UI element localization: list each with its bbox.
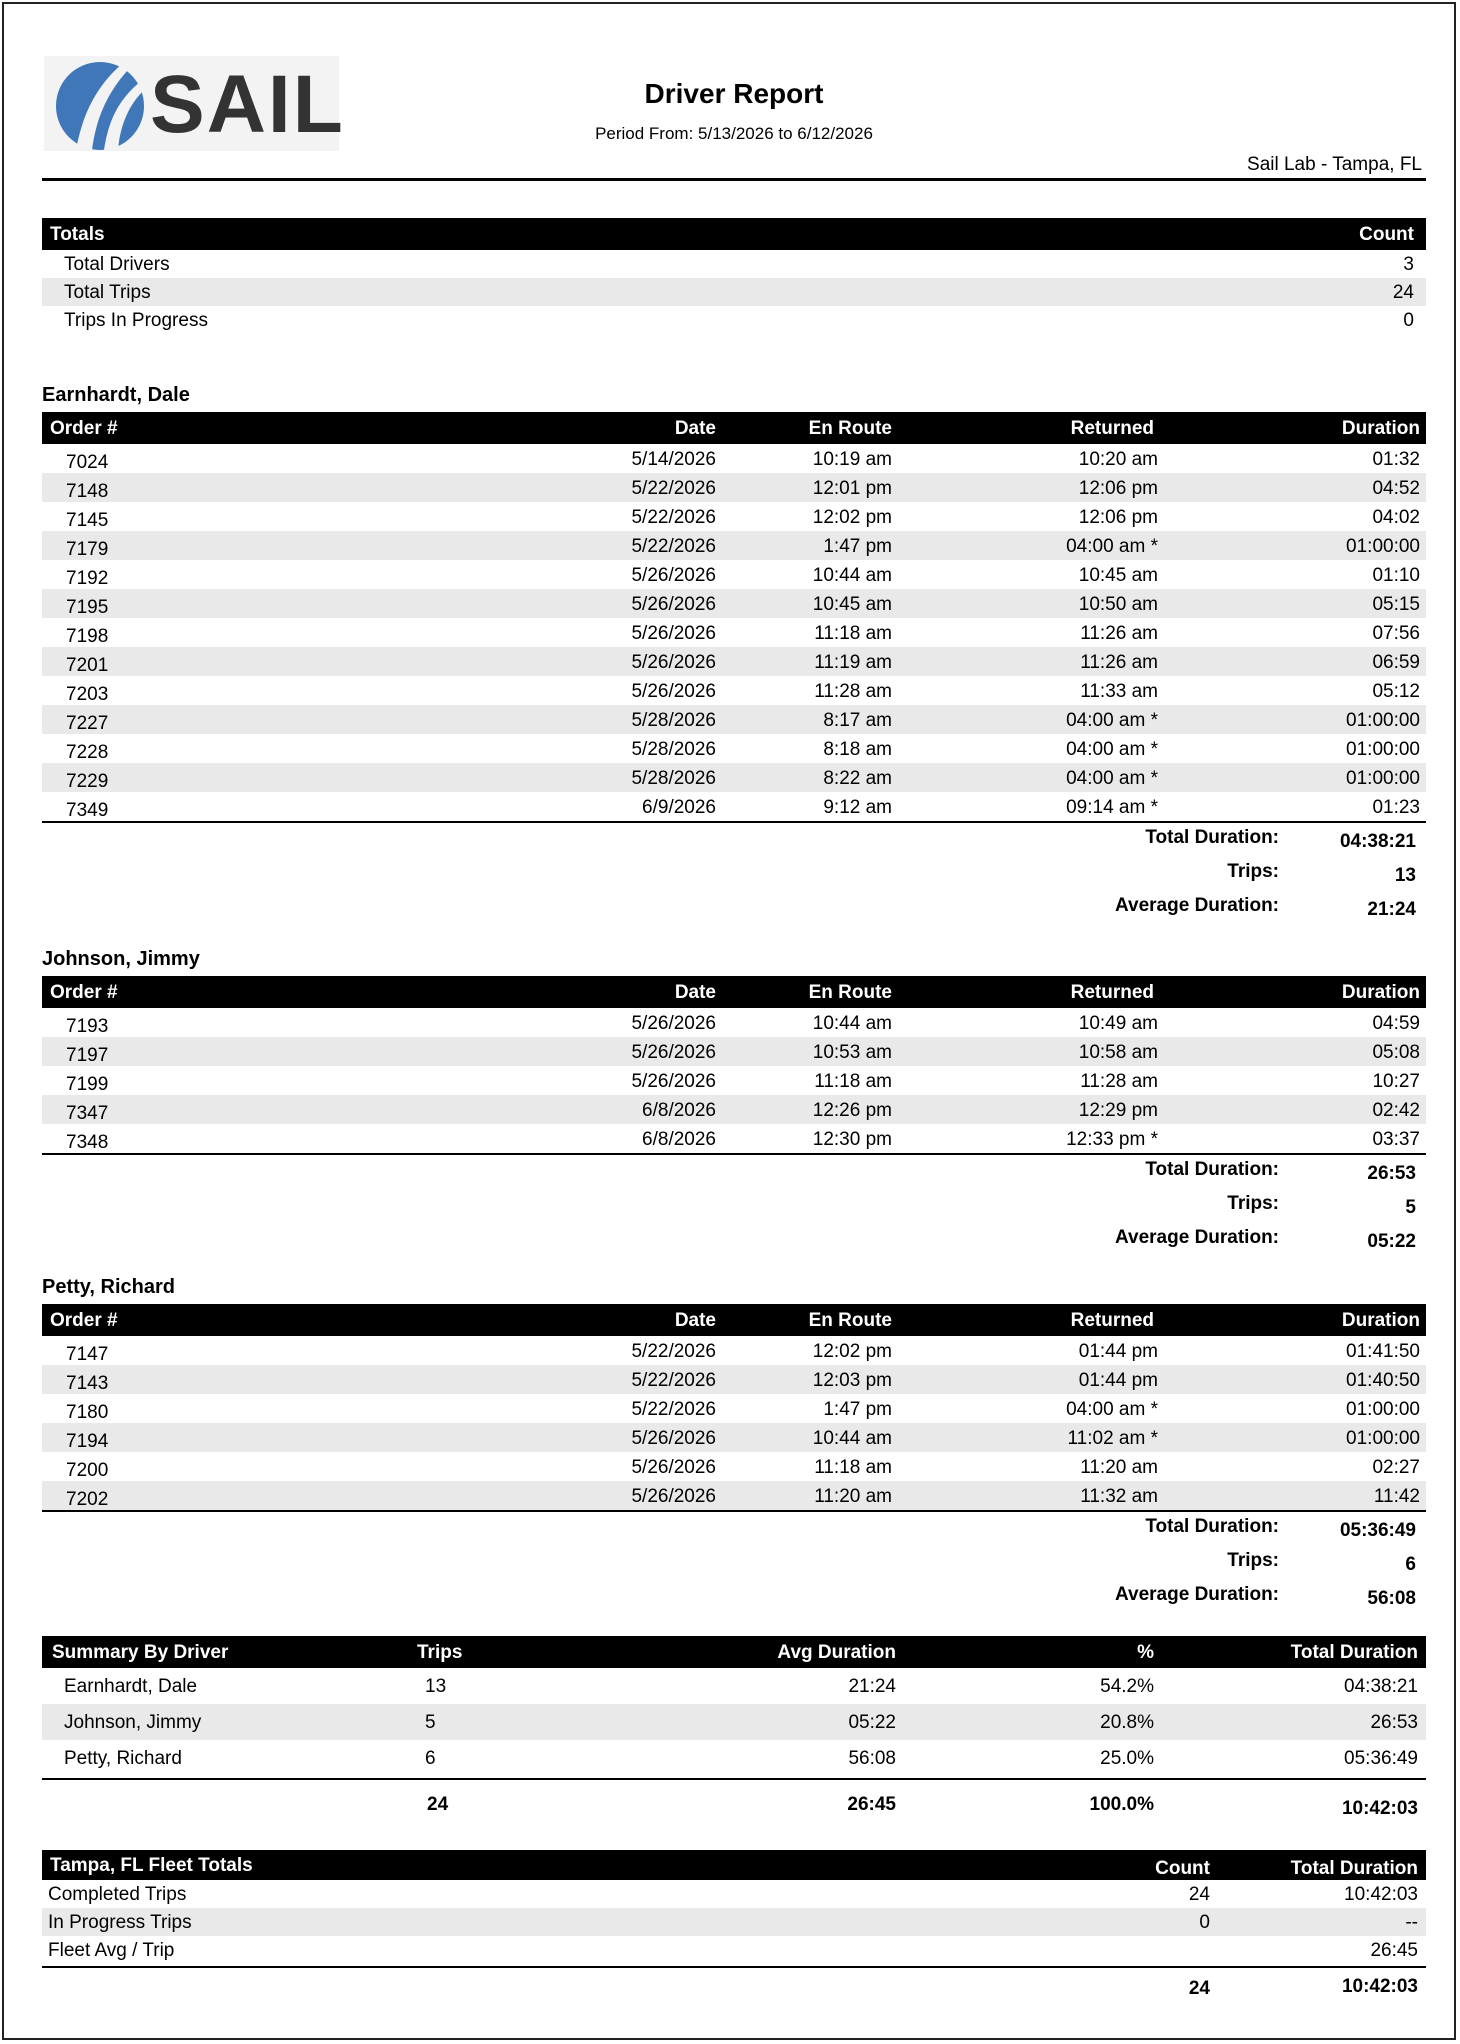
cell-returned: 11:26 am	[1080, 652, 1158, 673]
totals-row-value: 24	[1392, 282, 1414, 303]
cell-returned: 10:49 am	[1078, 1013, 1158, 1034]
summary-total-pct: 100.0%	[1089, 1794, 1154, 1815]
cell-en-route: 10:53 am	[812, 1042, 892, 1063]
table-row	[42, 1394, 1426, 1423]
cell-returned: 04:00 am *	[1066, 710, 1158, 731]
cell-date: 5/22/2026	[631, 1341, 716, 1362]
fleet-cell-count: 0	[1199, 1912, 1210, 1933]
table-row	[42, 1481, 1426, 1510]
fleet-total-count: 24	[1188, 1978, 1210, 1999]
totals-row-label: Total Trips	[64, 282, 151, 303]
cell-order: 7198	[66, 626, 109, 647]
cell-returned: 12:33 pm *	[1066, 1129, 1158, 1150]
cell-order: 7195	[66, 597, 109, 618]
cell-order: 7229	[66, 771, 109, 792]
cell-order: 7024	[66, 452, 109, 473]
table-row	[42, 473, 1426, 502]
fleet-cell-label: In Progress Trips	[48, 1912, 192, 1933]
cell-returned: 10:58 am	[1078, 1042, 1158, 1063]
cell-order: 7200	[66, 1460, 109, 1481]
cell-duration: 01:32	[1372, 449, 1420, 470]
totals-header	[42, 218, 1426, 250]
cell-returned: 11:33 am	[1080, 681, 1158, 702]
summary-cell-total: 04:38:21	[1344, 1676, 1418, 1697]
totals-header-label: Totals	[50, 224, 105, 245]
cell-order: 7201	[66, 655, 109, 676]
col-date: Date	[674, 982, 716, 1003]
cell-duration: 02:42	[1372, 1100, 1420, 1121]
cell-duration: 02:27	[1372, 1457, 1420, 1478]
cell-duration: 03:37	[1372, 1129, 1420, 1150]
table-row	[42, 618, 1426, 647]
col-order: Order #	[50, 982, 118, 1003]
cell-date: 5/26/2026	[631, 1457, 716, 1478]
table-row	[42, 1365, 1426, 1394]
cell-duration: 01:00:00	[1346, 768, 1420, 789]
fleet-header-name: Tampa, FL Fleet Totals	[50, 1855, 253, 1876]
table-row	[42, 531, 1426, 560]
cell-en-route: 10:45 am	[812, 594, 892, 615]
col-order: Order #	[50, 1310, 118, 1331]
table-row	[42, 734, 1426, 763]
driver-table-header	[42, 1304, 1426, 1336]
summary-value-average-duration: 05:22	[1367, 1231, 1416, 1252]
col-returned: Returned	[1070, 982, 1154, 1003]
cell-returned: 10:50 am	[1078, 594, 1158, 615]
cell-returned: 11:32 am	[1080, 1486, 1158, 1507]
summary-label-total-duration: Total Duration:	[1145, 1516, 1279, 1537]
table-row	[42, 1124, 1426, 1153]
cell-order: 7193	[66, 1016, 109, 1037]
driver-table-divider	[42, 821, 1426, 823]
header-divider	[42, 178, 1426, 181]
cell-order: 7349	[66, 800, 109, 821]
cell-returned: 04:00 am *	[1066, 768, 1158, 789]
sail-logo	[44, 56, 345, 151]
summary-value-trips: 13	[1394, 865, 1416, 886]
table-row	[42, 560, 1426, 589]
driver-table-header	[42, 412, 1426, 444]
col-en-route: En Route	[808, 1310, 892, 1331]
summary-cell-pct: 20.8%	[1100, 1712, 1154, 1733]
summary-cell-pct: 25.0%	[1100, 1748, 1154, 1769]
summary-label-trips: Trips:	[1227, 1550, 1279, 1571]
cell-en-route: 12:03 pm	[812, 1370, 892, 1391]
cell-en-route: 1:47 pm	[823, 536, 892, 557]
summary-row	[42, 1704, 1426, 1740]
cell-returned: 12:06 pm	[1078, 507, 1158, 528]
totals-row-label: Trips In Progress	[64, 310, 208, 331]
cell-date: 6/8/2026	[642, 1129, 716, 1150]
cell-duration: 10:27	[1372, 1071, 1420, 1092]
summary-cell-total: 26:53	[1370, 1712, 1418, 1733]
cell-order: 7197	[66, 1045, 109, 1066]
logo-wordmark: SAIL	[150, 59, 345, 150]
cell-en-route: 8:17 am	[823, 710, 892, 731]
summary-header-name: Summary By Driver	[52, 1642, 229, 1663]
col-order: Order #	[50, 418, 118, 439]
cell-returned: 09:14 am *	[1066, 797, 1158, 818]
driver-trips-table	[42, 412, 1426, 821]
cell-en-route: 8:18 am	[823, 739, 892, 760]
cell-order: 7203	[66, 684, 109, 705]
cell-returned: 11:28 am	[1080, 1071, 1158, 1092]
totals-row-label: Total Drivers	[64, 254, 170, 275]
cell-duration: 04:52	[1372, 478, 1420, 499]
driver-table-divider	[42, 1153, 1426, 1155]
cell-date: 5/26/2026	[631, 681, 716, 702]
cell-order: 7202	[66, 1489, 109, 1510]
fleet-cell-count: 24	[1188, 1884, 1210, 1905]
table-row	[42, 1336, 1426, 1365]
summary-value-total-duration: 26:53	[1367, 1163, 1416, 1184]
cell-en-route: 11:18 am	[814, 1457, 892, 1478]
summary-cell-avg: 21:24	[848, 1676, 896, 1697]
cell-en-route: 12:26 pm	[812, 1100, 892, 1121]
col-en-route: En Route	[808, 982, 892, 1003]
cell-duration: 07:56	[1372, 623, 1420, 644]
table-row	[42, 1452, 1426, 1481]
summary-row	[42, 1740, 1426, 1776]
cell-order: 7347	[66, 1103, 109, 1124]
fleet-row	[42, 1936, 1426, 1964]
cell-date: 5/26/2026	[631, 565, 716, 586]
cell-date: 5/26/2026	[631, 594, 716, 615]
cell-date: 5/14/2026	[631, 449, 716, 470]
cell-returned: 11:26 am	[1080, 623, 1158, 644]
col-duration: Duration	[1341, 418, 1420, 439]
summary-value-average-duration: 56:08	[1367, 1588, 1416, 1609]
report-title: Driver Report	[644, 78, 824, 109]
cell-en-route: 11:18 am	[814, 623, 892, 644]
cell-en-route: 8:22 am	[823, 768, 892, 789]
cell-returned: 04:00 am *	[1066, 739, 1158, 760]
cell-date: 5/28/2026	[631, 739, 716, 760]
cell-en-route: 10:44 am	[812, 565, 892, 586]
table-row	[42, 1066, 1426, 1095]
cell-en-route: 11:20 am	[814, 1486, 892, 1507]
summary-total-avg: 26:45	[847, 1794, 896, 1815]
col-date: Date	[674, 418, 716, 439]
cell-date: 5/26/2026	[631, 1013, 716, 1034]
summary-cell-avg: 56:08	[848, 1748, 896, 1769]
sail-wave-icon	[48, 56, 152, 151]
summary-value-total-duration: 04:38:21	[1339, 831, 1416, 852]
cell-duration: 01:00:00	[1346, 710, 1420, 731]
col-returned: Returned	[1070, 418, 1154, 439]
cell-en-route: 11:19 am	[814, 652, 892, 673]
table-row	[42, 1423, 1426, 1452]
cell-order: 7145	[66, 510, 109, 531]
cell-duration: 05:15	[1372, 594, 1420, 615]
cell-duration: 01:40:50	[1346, 1370, 1420, 1391]
table-row	[42, 1095, 1426, 1124]
cell-duration: 01:00:00	[1346, 1428, 1420, 1449]
cell-returned: 12:29 pm	[1078, 1100, 1158, 1121]
summary-cell-name: Petty, Richard	[64, 1748, 182, 1769]
summary-header-avg: Avg Duration	[777, 1642, 896, 1663]
cell-en-route: 11:28 am	[814, 681, 892, 702]
driver-name: Earnhardt, Dale	[42, 384, 190, 406]
report-location: Sail Lab - Tampa, FL	[1247, 154, 1422, 175]
cell-duration: 01:00:00	[1346, 536, 1420, 557]
cell-returned: 10:45 am	[1078, 565, 1158, 586]
cell-duration: 01:23	[1372, 797, 1420, 818]
fleet-header-total: Total Duration	[1290, 1858, 1418, 1879]
summary-totals-row	[42, 1786, 1426, 1819]
summary-label-average-duration: Average Duration:	[1115, 895, 1279, 916]
table-row	[42, 647, 1426, 676]
totals-row	[42, 306, 1426, 334]
cell-date: 5/28/2026	[631, 710, 716, 731]
summary-cell-trips: 6	[425, 1748, 436, 1769]
cell-date: 6/9/2026	[642, 797, 716, 818]
table-row	[42, 444, 1426, 473]
cell-returned: 01:44 pm	[1078, 1370, 1158, 1391]
cell-date: 5/26/2026	[631, 1042, 716, 1063]
summary-row	[42, 1668, 1426, 1704]
summary-cell-total: 05:36:49	[1344, 1748, 1418, 1769]
cell-date: 5/26/2026	[631, 1428, 716, 1449]
fleet-totals-header	[42, 1850, 1426, 1880]
totals-row-value: 3	[1403, 254, 1414, 275]
col-duration: Duration	[1341, 982, 1420, 1003]
cell-duration: 01:00:00	[1346, 739, 1420, 760]
cell-returned: 04:00 am *	[1066, 1399, 1158, 1420]
table-row	[42, 763, 1426, 792]
totals-table	[42, 218, 1426, 334]
cell-duration: 01:10	[1372, 565, 1420, 586]
cell-duration: 01:41:50	[1346, 1341, 1420, 1362]
summary-value-trips: 6	[1405, 1554, 1416, 1575]
driver-name: Petty, Richard	[42, 1276, 175, 1298]
cell-en-route: 1:47 pm	[823, 1399, 892, 1420]
fleet-row	[42, 1908, 1426, 1936]
summary-label-trips: Trips:	[1227, 1193, 1279, 1214]
cell-order: 7228	[66, 742, 109, 763]
cell-order: 7147	[66, 1344, 109, 1365]
cell-date: 5/26/2026	[631, 652, 716, 673]
totals-row	[42, 278, 1426, 306]
cell-returned: 04:00 am *	[1066, 536, 1158, 557]
table-row	[42, 1008, 1426, 1037]
cell-returned: 11:02 am *	[1067, 1428, 1158, 1449]
summary-cell-avg: 05:22	[848, 1712, 896, 1733]
cell-duration: 06:59	[1372, 652, 1420, 673]
cell-returned: 10:20 am	[1078, 449, 1158, 470]
summary-value-average-duration: 21:24	[1367, 899, 1416, 920]
cell-en-route: 12:02 pm	[812, 1341, 892, 1362]
fleet-cell-total: 10:42:03	[1344, 1884, 1418, 1905]
totals-row-value: 0	[1403, 310, 1414, 331]
fleet-cell-label: Completed Trips	[48, 1884, 187, 1905]
summary-header-pct: %	[1137, 1642, 1154, 1663]
cell-order: 7192	[66, 568, 109, 589]
table-row	[42, 1037, 1426, 1066]
summary-value-trips: 5	[1405, 1197, 1416, 1218]
summary-total-duration: 10:42:03	[1341, 1798, 1418, 1819]
summary-total-trips: 24	[427, 1794, 449, 1815]
cell-duration: 05:08	[1372, 1042, 1420, 1063]
cell-duration: 01:00:00	[1346, 1399, 1420, 1420]
cell-order: 7179	[66, 539, 109, 560]
cell-duration: 04:02	[1372, 507, 1420, 528]
summary-header-total: Total Duration	[1290, 1642, 1418, 1663]
cell-en-route: 12:30 pm	[812, 1129, 892, 1150]
cell-date: 5/28/2026	[631, 768, 716, 789]
cell-date: 5/22/2026	[631, 1399, 716, 1420]
fleet-cell-label: Fleet Avg / Trip	[48, 1940, 175, 1961]
summary-label-total-duration: Total Duration:	[1145, 827, 1279, 848]
report-period: Period From: 5/13/2026 to 6/12/2026	[595, 124, 873, 143]
fleet-total-duration: 10:42:03	[1341, 1976, 1418, 1997]
driver-name: Johnson, Jimmy	[42, 948, 200, 970]
table-row	[42, 705, 1426, 734]
cell-en-route: 12:02 pm	[812, 507, 892, 528]
fleet-header-count: Count	[1155, 1858, 1210, 1879]
totals-row	[42, 250, 1426, 278]
cell-order: 7227	[66, 713, 109, 734]
cell-duration: 04:59	[1372, 1013, 1420, 1034]
cell-en-route: 10:44 am	[812, 1013, 892, 1034]
summary-divider	[42, 1778, 1426, 1780]
driver-table-divider	[42, 1510, 1426, 1512]
summary-label-trips: Trips:	[1227, 861, 1279, 882]
cell-order: 7348	[66, 1132, 109, 1153]
cell-date: 5/26/2026	[631, 1071, 716, 1092]
summary-label-average-duration: Average Duration:	[1115, 1584, 1279, 1605]
cell-en-route: 12:01 pm	[812, 478, 892, 499]
cell-date: 5/22/2026	[631, 536, 716, 557]
cell-date: 5/22/2026	[631, 507, 716, 528]
summary-value-total-duration: 05:36:49	[1339, 1520, 1416, 1541]
cell-date: 5/26/2026	[631, 623, 716, 644]
summary-cell-pct: 54.2%	[1100, 1676, 1154, 1697]
summary-by-driver-table	[42, 1636, 1426, 1776]
cell-order: 7199	[66, 1074, 109, 1095]
driver-trips-table	[42, 976, 1426, 1153]
summary-cell-name: Johnson, Jimmy	[64, 1712, 202, 1733]
summary-by-driver-header	[42, 1636, 1426, 1668]
fleet-cell-total: --	[1405, 1912, 1418, 1933]
summary-header-trips: Trips	[417, 1642, 463, 1663]
cell-duration: 05:12	[1372, 681, 1420, 702]
summary-label-total-duration: Total Duration:	[1145, 1159, 1279, 1180]
col-duration: Duration	[1341, 1310, 1420, 1331]
cell-date: 5/26/2026	[631, 1486, 716, 1507]
totals-header-count: Count	[1359, 224, 1414, 245]
table-row	[42, 589, 1426, 618]
cell-order: 7143	[66, 1373, 109, 1394]
col-date: Date	[674, 1310, 716, 1331]
summary-cell-trips: 13	[425, 1676, 447, 1697]
fleet-totals-table	[42, 1850, 1426, 1964]
fleet-divider	[42, 1966, 1426, 1968]
cell-date: 5/22/2026	[631, 478, 716, 499]
fleet-row	[42, 1880, 1426, 1908]
cell-duration: 11:42	[1373, 1486, 1420, 1507]
summary-label-average-duration: Average Duration:	[1115, 1227, 1279, 1248]
summary-cell-trips: 5	[425, 1712, 436, 1733]
cell-en-route: 9:12 am	[823, 797, 892, 818]
table-row	[42, 502, 1426, 531]
col-returned: Returned	[1070, 1310, 1154, 1331]
cell-returned: 11:20 am	[1080, 1457, 1158, 1478]
cell-date: 6/8/2026	[642, 1100, 716, 1121]
summary-cell-name: Earnhardt, Dale	[64, 1676, 198, 1697]
cell-en-route: 11:18 am	[814, 1071, 892, 1092]
cell-en-route: 10:19 am	[812, 449, 892, 470]
cell-returned: 01:44 pm	[1078, 1341, 1158, 1362]
fleet-cell-total: 26:45	[1370, 1940, 1418, 1961]
table-row	[42, 792, 1426, 821]
fleet-totals-footer	[42, 1970, 1426, 2000]
driver-table-header	[42, 976, 1426, 1008]
cell-date: 5/22/2026	[631, 1370, 716, 1391]
driver-trips-table	[42, 1304, 1426, 1510]
cell-order: 7148	[66, 481, 109, 502]
cell-order: 7180	[66, 1402, 109, 1423]
cell-returned: 12:06 pm	[1078, 478, 1158, 499]
cell-order: 7194	[66, 1431, 109, 1452]
table-row	[42, 676, 1426, 705]
col-en-route: En Route	[808, 418, 892, 439]
cell-en-route: 10:44 am	[812, 1428, 892, 1449]
report-page	[2, 2, 1456, 2040]
